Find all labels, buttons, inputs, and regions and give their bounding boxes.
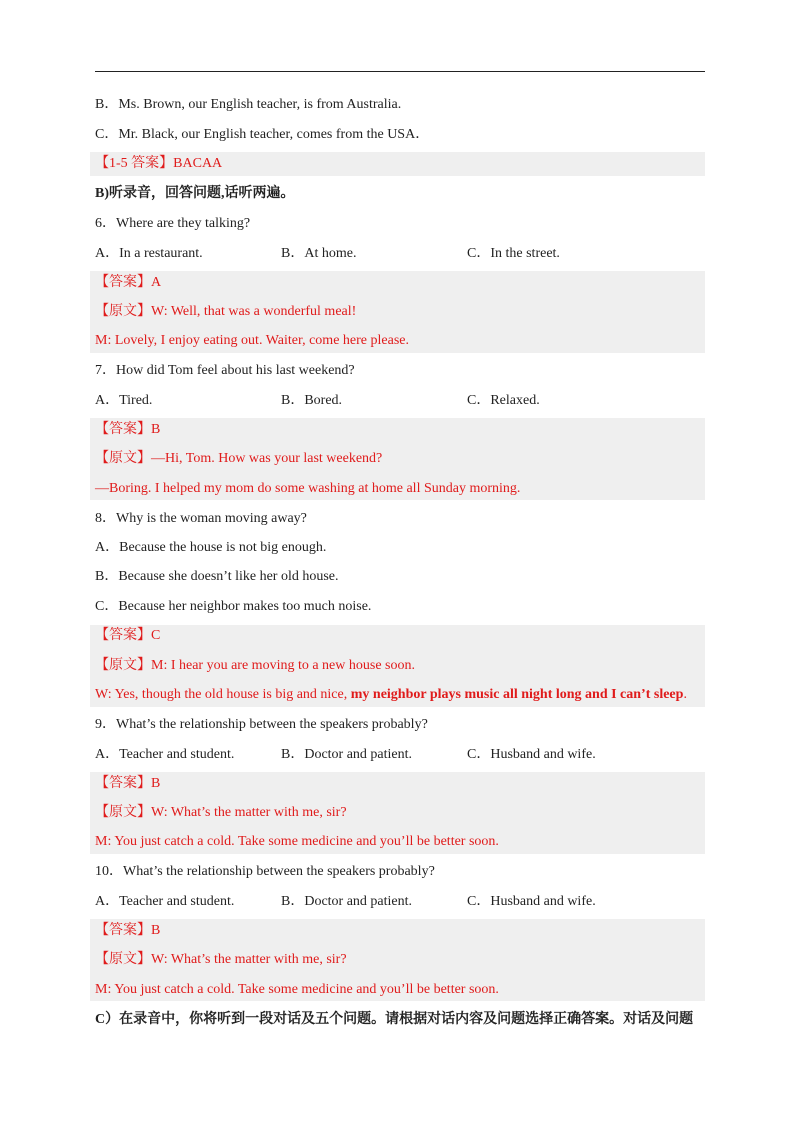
q10-answer: 【答案】B — [95, 923, 161, 938]
q6-options — [95, 241, 705, 267]
section-c-heading: C）在录音中，你将听到一段对话及五个问题。请根据对话内容及问题选择正确答案。对话及问题 — [95, 1012, 694, 1027]
q5-option-b: B．Ms. Brown, our English teacher, is from Australia. — [95, 97, 402, 112]
q9-question: 9．What’s the relationship between the speakers probably? — [95, 717, 428, 732]
q10-option-c: C．Husband and wife. — [467, 894, 596, 909]
q6-option-c: C．In the street. — [467, 246, 560, 261]
header-rule — [95, 71, 705, 72]
q6-answer: 【答案】A — [95, 275, 162, 290]
q8-script-2-end: . — [683, 687, 687, 702]
q7-question: 7．How did Tom feel about his last weekend? — [95, 363, 355, 378]
q8-option-b: B．Because she doesn’t like her old house. — [95, 569, 339, 584]
q9-option-b: B．Doctor and patient. — [281, 747, 413, 762]
q8-question: 8．Why is the woman moving away? — [95, 511, 307, 526]
q7-script-2: —Boring. I helped my mom do some washing at home all Sunday morning. — [95, 481, 521, 496]
q7-option-b: B．Bored. — [281, 393, 343, 408]
q7-option-c: C．Relaxed. — [467, 393, 540, 408]
q8-script-1: 【原文】M: I hear you are moving to a new house soon. — [95, 658, 415, 673]
q8-script-2-emphasis: my neighbor plays music all night long and I can’t sleep — [350, 687, 684, 702]
q6-script-1: 【原文】W: Well, that was a wonderful meal! — [95, 304, 357, 319]
q10-script-1: 【原文】W: What’s the matter with me, sir? — [95, 952, 347, 967]
q10-script-2: M: You just catch a cold. Take some medicine and you’ll be better soon. — [95, 982, 499, 997]
q6-question: 6．Where are they talking? — [95, 216, 251, 231]
q8-option-a: A．Because the house is not big enough. — [95, 540, 327, 555]
q9-options — [95, 742, 705, 768]
q7-script-1: 【原文】—Hi, Tom. How was your last weekend? — [95, 451, 383, 466]
q9-option-a: A．Teacher and student. — [95, 747, 235, 762]
q7-options — [95, 388, 705, 414]
q7-option-a: A．Tired. — [95, 393, 153, 408]
q6-option-a: A．In a restaurant. — [95, 246, 203, 261]
q8-script-2 — [95, 682, 705, 708]
q7-answer: 【答案】B — [95, 422, 161, 437]
q6-option-b: B．At home. — [281, 246, 357, 261]
q9-script-2: M: You just catch a cold. Take some medicine and you’ll be better soon. — [95, 834, 499, 849]
q9-answer: 【答案】B — [95, 776, 161, 791]
q6-script-2: M: Lovely, I enjoy eating out. Waiter, come here please. — [95, 333, 409, 348]
q9-option-c: C．Husband and wife. — [467, 747, 596, 762]
q10-question: 10．What’s the relationship between the speakers probably? — [95, 864, 435, 879]
q8-option-c: C．Because her neighbor makes too much noise. — [95, 599, 372, 614]
q10-option-b: B．Doctor and patient. — [281, 894, 413, 909]
section-b-heading: B)听录音，回答问题,话听两遍。 — [95, 186, 295, 201]
q10-options — [95, 889, 705, 915]
q8-answer: 【答案】C — [95, 628, 161, 643]
q9-script-1: 【原文】W: What’s the matter with me, sir? — [95, 805, 347, 820]
answer-1-5: 【1-5 答案】BACAA — [95, 156, 223, 171]
q10-option-a: A．Teacher and student. — [95, 894, 235, 909]
q8-script-2-text: W: Yes, though the old house is big and nice, — [95, 687, 351, 702]
q5-option-c: C．Mr. Black, our English teacher, comes from the USA． — [95, 127, 430, 142]
